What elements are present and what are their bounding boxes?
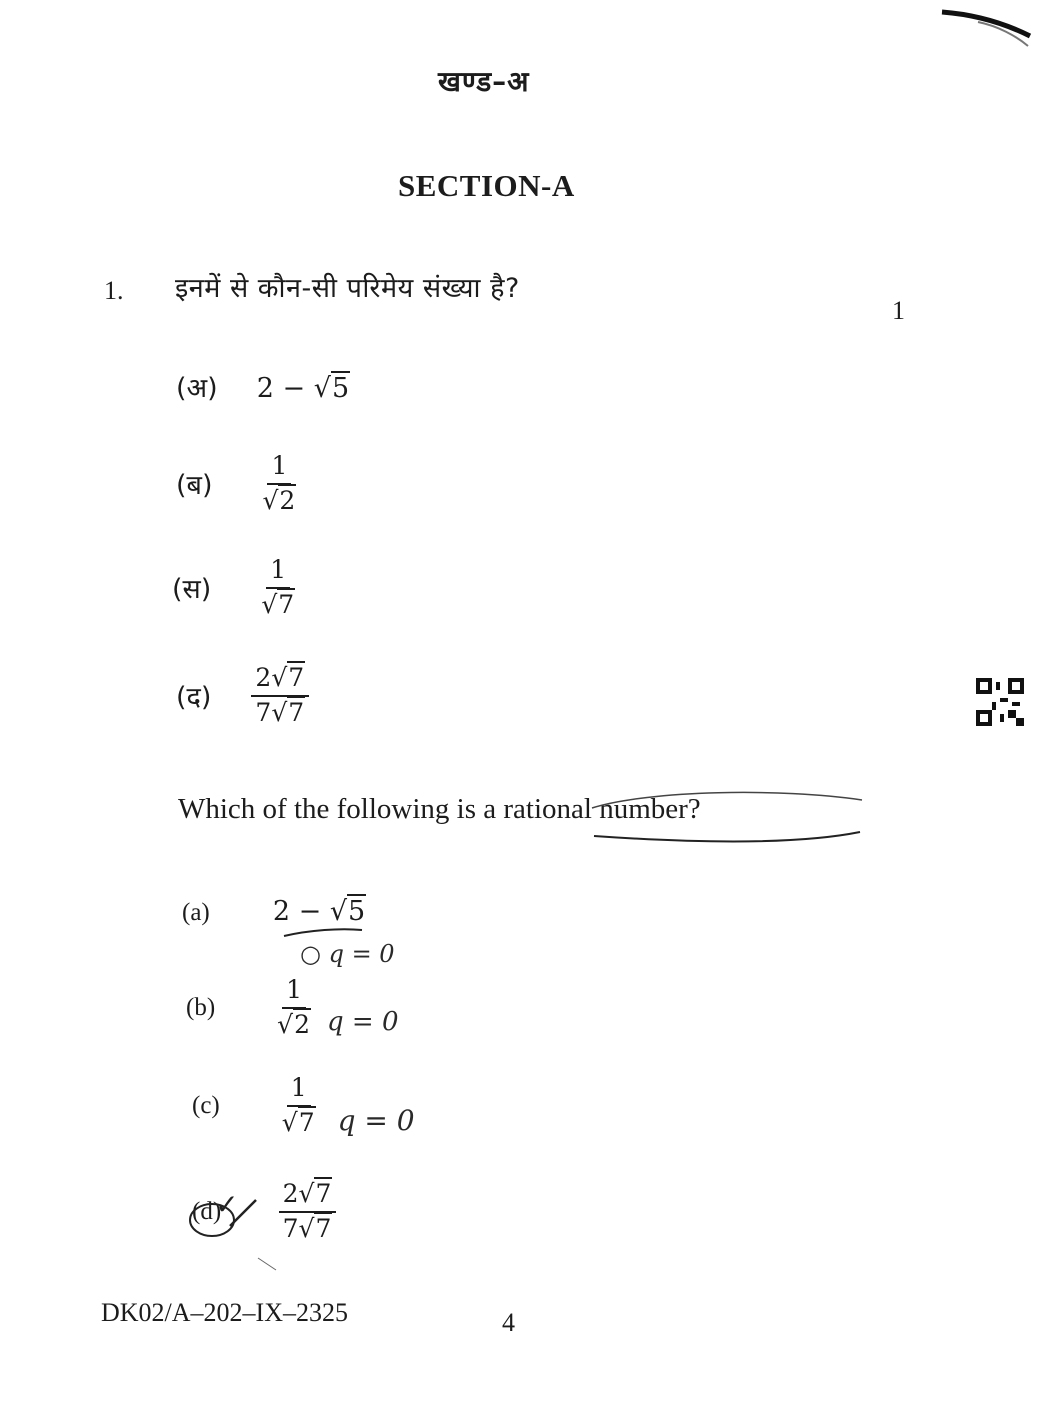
option-label: (स) [172,574,212,606]
option-label: (d) [192,1197,222,1225]
option-expression [273,896,366,927]
denominator [257,589,299,620]
underline-stroke-bottom [594,832,860,842]
handwritten-annotation-b: q = 0 [327,1006,399,1037]
sqrt-symbol: √ [271,697,288,727]
radicand: 2 [279,485,296,515]
numerator: 1 [287,1074,311,1107]
sqrt-symbol: √ [313,373,331,404]
question-marks: 1 [892,296,905,325]
option-english-b [186,976,399,1040]
option-label: (a) [182,899,210,926]
fraction [278,1074,320,1138]
sqrt-symbol: √ [298,1179,315,1208]
option-label: (c) [192,1091,220,1119]
option-hindi-c [172,556,299,620]
radicand: 2 [294,1009,310,1039]
numerator [251,664,309,697]
denominator [251,697,309,728]
sqrt-symbol: √ [281,1107,298,1137]
option-english-c [192,1074,415,1138]
radicand: 5 [348,896,366,927]
handwritten-annotation-a: ○ q = 0 [300,940,395,968]
coefficient: 7 [255,697,272,727]
coefficient: 2 [255,663,272,692]
stray-stroke [258,1258,276,1270]
sqrt-symbol: √ [261,589,278,619]
sqrt-symbol: √ [271,663,288,692]
underline-option-a [284,929,362,936]
numerator: 1 [282,976,306,1009]
option-label: (ब) [176,470,213,502]
option-label: (अ) [176,373,218,404]
section-heading-english: SECTION-A [398,168,575,203]
radicand: 7 [315,1213,332,1243]
option-label: (b) [186,993,216,1021]
option-english-a [182,896,366,927]
radicand: 7 [315,1179,332,1208]
denominator [278,1107,320,1138]
option-hindi-a [176,368,350,405]
numerator: 1 [267,452,291,485]
numerator [279,1180,337,1213]
denominator [273,1009,315,1040]
fraction [257,556,299,620]
qr-code-icon [976,678,1024,726]
option-hindi-d [176,664,309,728]
handwritten-checkmark: ✓ [215,1188,239,1222]
option-label: (द) [176,682,212,714]
whole-part: 2 − [256,373,314,404]
whole-part: 2 − [272,896,330,927]
fraction [279,1180,337,1244]
denominator [279,1213,337,1244]
fraction [273,976,315,1040]
question-text-hindi: इनमें से कौन-सी परिमेय संख्या है? [175,273,520,304]
option-hindi-b [176,452,300,516]
question-number: 1. [104,276,124,305]
radicand: 7 [278,589,295,619]
radicand: 7 [288,697,305,727]
question-text-english: Which of the following is a rational number? [178,793,701,825]
handwritten-annotation-c: q = 0 [337,1104,415,1138]
radicand: 5 [331,373,350,404]
fraction [251,664,309,728]
option-expression [257,373,350,404]
coefficient: 7 [282,1213,299,1243]
radicand: 7 [298,1107,315,1137]
denominator [258,485,300,516]
section-heading-hindi: खण्ड–अ [438,65,530,98]
sqrt-symbol: √ [329,896,348,927]
coefficient: 2 [282,1179,299,1208]
numerator: 1 [266,556,290,589]
page-number: 4 [502,1308,515,1337]
radicand: 7 [288,663,305,692]
option-english-d [192,1180,336,1244]
sqrt-symbol: √ [298,1213,315,1243]
sqrt-symbol: √ [262,485,279,515]
scan-smudge [938,6,1034,54]
sqrt-symbol: √ [277,1009,294,1039]
paper-code: DK02/A–202–IX–2325 [101,1298,348,1327]
fraction [258,452,300,516]
